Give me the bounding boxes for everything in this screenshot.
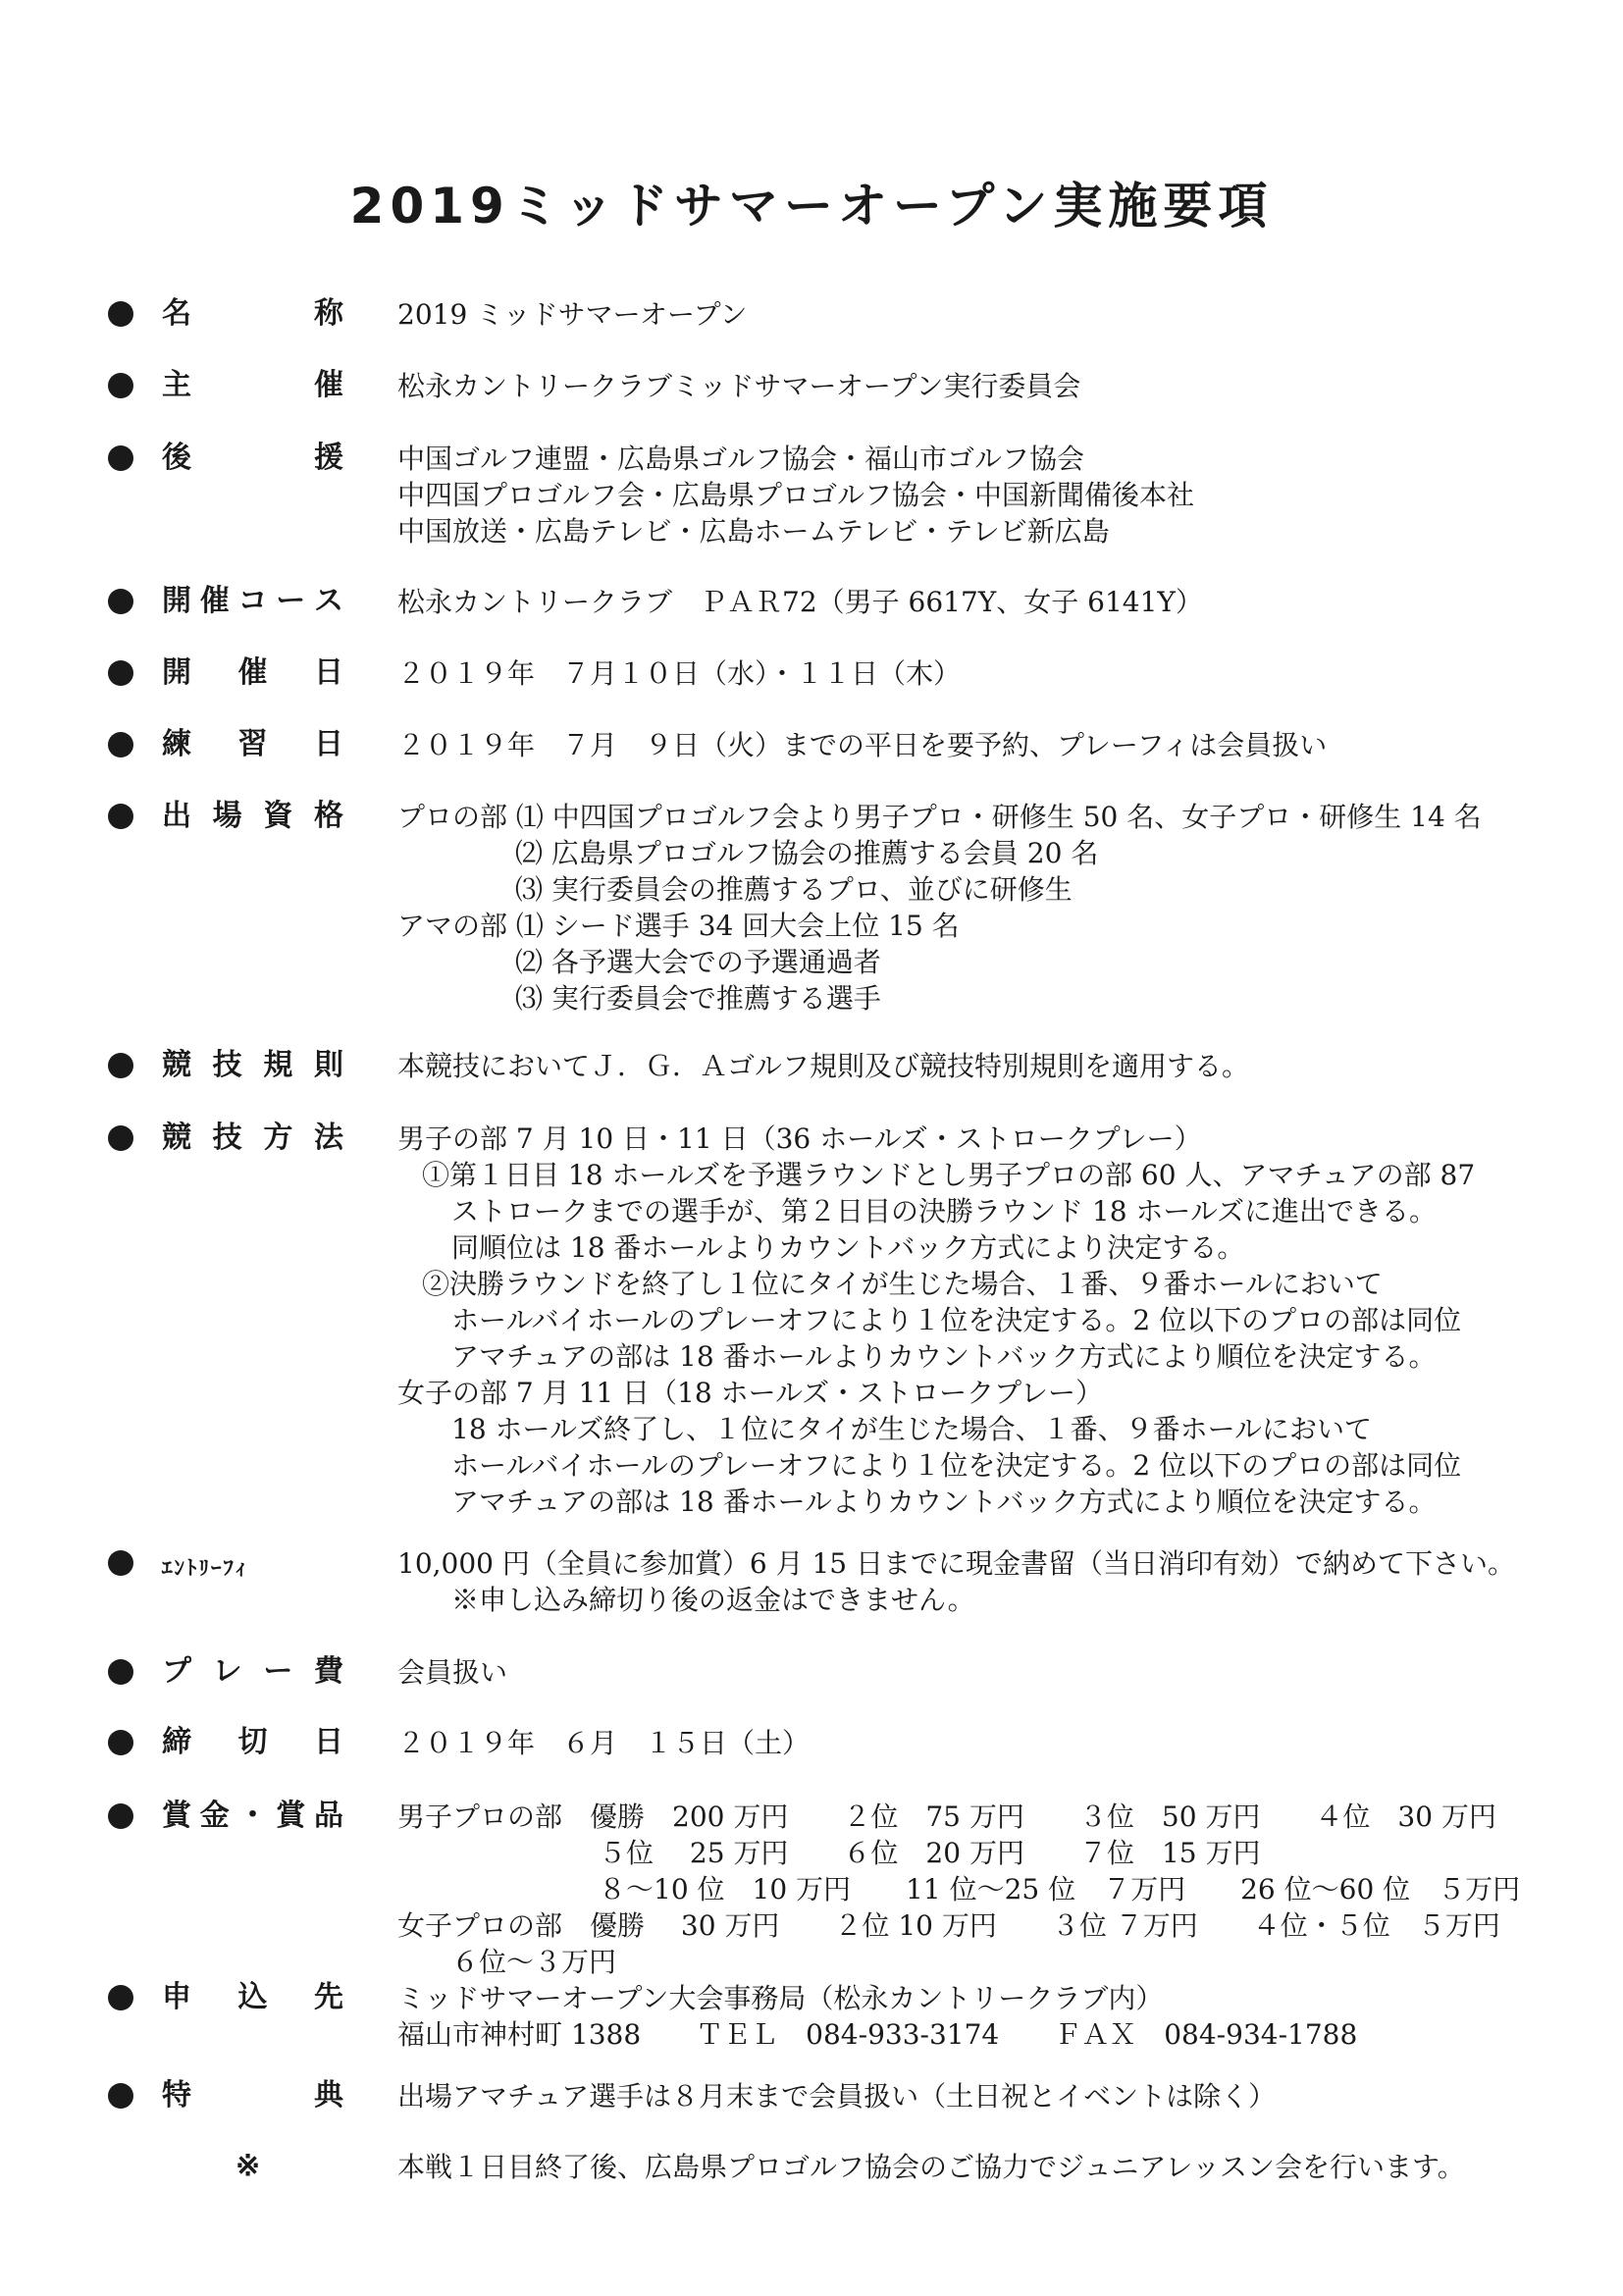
eligibility-line: ⑵ 広島県プロゴルフ協会の推薦する会員 20 名 (515, 837, 1099, 869)
bullet-icon (108, 301, 133, 327)
bullet-icon (108, 2083, 133, 2109)
label-deadline: 締 切 日 (162, 1725, 343, 1759)
bullet-icon (108, 1985, 133, 2010)
note-text: 本戦１日目終了後、広島県プロゴルフ協会のご協力でジュニアレッスン会を行います。 (397, 2151, 1465, 2183)
label-prizes: 賞 金 ・ 賞 品 (162, 1799, 343, 1833)
label-play-fee: プ レ ー 費 (162, 1654, 343, 1689)
eligibility-line: ⑶ 実行委員会の推薦するプロ、並びに研修生 (515, 873, 1073, 906)
contact-line: ミッドサマーオープン大会事務局（松永カントリークラブ内） (397, 1982, 1164, 2014)
eligibility-line: プロの部 ⑴ 中四国プロゴルフ会より男子プロ・研修生 50 名、女子プロ・研修生 14 名 (397, 801, 1482, 833)
bullet-icon (108, 804, 133, 829)
label-rules: 競 技 規 則 (162, 1048, 343, 1082)
format-line: ①第１日目 18 ホールズを予選ラウンドとし男子プロの部 60 人、アマチュアの部 87 (422, 1159, 1476, 1191)
prize-line: 男子プロの部 優勝 200 万円 ２位 75 万円 ３位 50 万円 ４位 30 万円 (397, 1800, 1496, 1833)
bullet-icon (108, 1730, 133, 1755)
label-benefit: 特 典 (162, 2078, 343, 2113)
bullet-icon (108, 589, 133, 614)
entry-line: 10,000 円（全員に参加賞）6 月 15 日までに現金書留（当日消印有効）で納めて下さい。 (397, 1547, 1516, 1580)
value-deadline: ２０１９年 ６月 １５日（土） (397, 1727, 811, 1759)
format-line: 同順位は 18 番ホールよりカウントバック方式により決定する。 (451, 1231, 1245, 1264)
support-line: 中国放送・広島テレビ・広島ホームテレビ・テレビ新広島 (397, 515, 1110, 548)
format-line: アマチュアの部は 18 番ホールよりカウントバック方式により順位を決定する。 (451, 1486, 1437, 1518)
label-entry: ｴﾝﾄﾘｰﾌｨ (162, 1556, 248, 1580)
label-practice: 練 習 日 (162, 727, 343, 761)
format-line: ホールバイホールのプレーオフにより１位を決定する。2 位以下のプロの部は同位 (451, 1304, 1462, 1336)
format-line: 女子の部 7 月 11 日（18 ホールズ・ストロークプレー） (397, 1377, 1104, 1409)
prize-line: ８～10 位 10 万円 11 位～25 位 ７万円 26 位～60 位 ５万円 (599, 1873, 1521, 1905)
bullet-icon (108, 1053, 133, 1078)
value-name: 2019 ミッドサマーオープン (397, 298, 748, 331)
prize-line: ６位～３万円 (451, 1946, 617, 1978)
label-format: 競 技 方 法 (162, 1121, 343, 1155)
format-line: アマチュアの部は 18 番ホールよりカウントバック方式により順位を決定する。 (451, 1340, 1437, 1373)
label-host: 主 催 (162, 368, 343, 402)
bullet-icon (108, 1125, 133, 1151)
label-date: 開 催 日 (162, 655, 343, 690)
value-play-fee: 会員扱い (397, 1656, 508, 1689)
eligibility-line: ⑵ 各予選大会での予選通過者 (515, 946, 881, 978)
value-practice: ２０１９年 ７月 ９日（火）までの平日を要予約、プレーフィは会員扱い (397, 729, 1328, 761)
bullet-icon (108, 373, 133, 398)
entry-line: ※申し込み締切り後の返金はできません。 (451, 1584, 975, 1616)
eligibility-line: アマの部 ⑴ シード選手 34 回大会上位 15 名 (397, 910, 960, 942)
prize-line: ５位 25 万円 ６位 20 万円 ７位 15 万円 (599, 1837, 1261, 1869)
label-name: 名 称 (162, 296, 343, 331)
value-date: ２０１９年 ７月１０日（水）・１１日（木） (397, 657, 962, 690)
contact-line: 福山市神村町 1388 ＴＥＬ 084-933-3174 ＦＡＸ 084-934-1788 (397, 2018, 1358, 2051)
value-benefit: 出場アマチュア選手は８月末まで会員扱い（土日祝とイベントは除く） (397, 2080, 1277, 2113)
format-line: ホールバイホールのプレーオフにより１位を決定する。2 位以下のプロの部は同位 (451, 1449, 1462, 1482)
bullet-icon (108, 445, 133, 471)
bullet-icon (108, 1659, 133, 1685)
bullet-icon (108, 660, 133, 686)
label-contact: 申 込 先 (162, 1980, 343, 2014)
value-course: 松永カントリークラブ ＰＡＲ72（男子 6617Y、女子 6141Y） (397, 586, 1203, 618)
format-line: 男子の部 7 月 10 日・11 日（36 ホールズ・ストロークプレー） (397, 1122, 1202, 1155)
format-line: ストロークまでの選手が、第２日目の決勝ラウンド 18 ホールズに進出できる。 (451, 1195, 1438, 1227)
note-mark: ※ (236, 2149, 261, 2183)
support-line: 中四国プロゴルフ会・広島県プロゴルフ協会・中国新聞備後本社 (397, 479, 1195, 511)
bullet-icon (108, 1550, 133, 1576)
eligibility-line: ⑶ 実行委員会で推薦する選手 (515, 982, 881, 1015)
format-line: ②決勝ラウンドを終了し１位にタイが生じた場合、１番、９番ホールにおいて (422, 1268, 1383, 1300)
support-line: 中国ゴルフ連盟・広島県ゴルフ協会・福山市ゴルフ協会 (397, 443, 1085, 475)
page-title: 2019ミッドサマーオープン実施要項 (349, 178, 1274, 235)
bullet-icon (108, 732, 133, 757)
label-support: 後 援 (162, 441, 343, 475)
bullet-icon (108, 1803, 133, 1829)
value-host: 松永カントリークラブミッドサマーオープン実行委員会 (397, 370, 1081, 402)
prize-line: 女子プロの部 優勝 30 万円 ２位 10 万円 ３位 ７万円 ４位・５位 ５万円 (397, 1909, 1500, 1942)
value-rules: 本競技においてＪ．Ｇ．Ａゴルフ規則及び競技特別規則を適用する。 (397, 1050, 1250, 1082)
label-course: 開 催 コ ー ス (162, 584, 343, 618)
label-eligibility: 出 場 資 格 (162, 799, 343, 833)
format-line: 18 ホールズ終了し、１位にタイが生じた場合、１番、９番ホールにおいて (451, 1413, 1373, 1445)
